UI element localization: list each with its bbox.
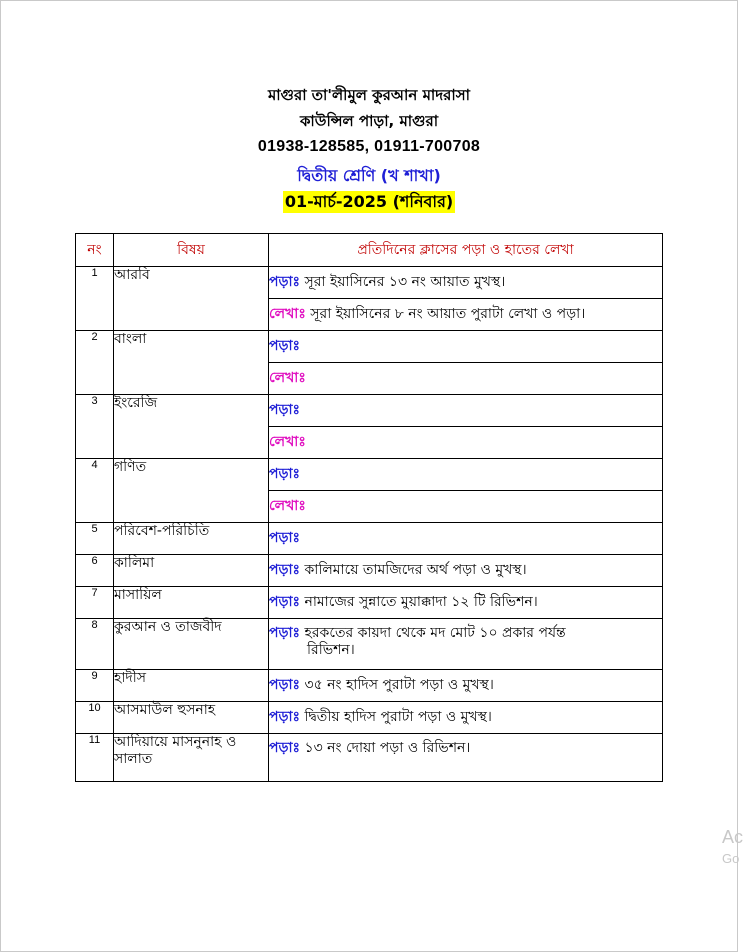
- row-number: 2: [76, 331, 114, 395]
- task-read: [269, 459, 663, 491]
- write-label: লেখাঃ: [269, 498, 306, 514]
- read-label: পড়াঃ: [269, 677, 301, 693]
- read-label: পড়াঃ: [269, 338, 301, 354]
- row-subject: আদিয়ায়ে মাসনুনাহ ও সালাত: [114, 734, 269, 782]
- row-subject: আরবি: [114, 267, 269, 331]
- write-label: লেখাঃ: [269, 434, 306, 450]
- row-subject: পরিবেশ-পরিচিতি: [114, 523, 269, 555]
- task-read: [269, 619, 663, 670]
- header-subject: বিষয়: [114, 234, 269, 267]
- row-subject: গণিত: [114, 459, 269, 523]
- task-read: [269, 267, 663, 299]
- row-number: 8: [76, 619, 114, 670]
- read-text: সূরা ইয়াসিনের ১৩ নং আয়াত মুখস্থ।: [304, 274, 506, 290]
- row-subject: আসমাউল হুসনাহ: [114, 702, 269, 734]
- write-text: সূরা ইয়াসিনের ৮ নং আয়াত পুরাটা লেখা ও পড়া।: [310, 306, 586, 322]
- read-text: দ্বিতীয় হাদিস পুরাটা পড়া ও মুখস্থ।: [304, 709, 492, 725]
- read-label: পড়াঃ: [269, 274, 301, 290]
- task-write: [269, 299, 663, 331]
- row-number: 9: [76, 670, 114, 702]
- task-read: [269, 702, 663, 734]
- task-read: [269, 734, 663, 782]
- write-label: লেখাঃ: [269, 370, 306, 386]
- table-row: [76, 587, 663, 619]
- row-number: 1: [76, 267, 114, 331]
- read-text: ১৩ নং দোয়া পড়া ও রিভিশন।: [304, 740, 471, 756]
- header-task: প্রতিদিনের ক্লাসের পড়া ও হাতের লেখা: [269, 234, 663, 267]
- table-row: [76, 619, 663, 670]
- read-label: পড়াঃ: [269, 740, 301, 756]
- row-number: 7: [76, 587, 114, 619]
- read-text: হরকতের কায়দা থেকে মদ মোট ১০ প্রকার পর্যন্ত: [304, 625, 566, 641]
- watermark-line-1: Ac: [722, 827, 743, 847]
- row-subject: বাংলা: [114, 331, 269, 395]
- read-text-continued: রিভিশন।: [307, 642, 355, 658]
- row-subject: হাদীস: [114, 670, 269, 702]
- activation-watermark: [722, 826, 743, 870]
- write-label: লেখাঃ: [269, 306, 306, 322]
- read-label: পড়াঃ: [269, 402, 301, 418]
- task-read: [269, 587, 663, 619]
- task-write: [269, 363, 663, 395]
- task-read: [269, 555, 663, 587]
- table-row: [76, 331, 663, 363]
- read-label: পড়াঃ: [269, 625, 301, 641]
- read-label: পড়াঃ: [269, 530, 301, 546]
- read-text: কালিমায়ে তামজিদের অর্থ পড়া ও মুখস্থ।: [304, 562, 527, 578]
- table-row: [76, 734, 663, 782]
- read-label: পড়াঃ: [269, 466, 301, 482]
- read-label: পড়াঃ: [269, 562, 301, 578]
- read-text: নামাজের সুন্নাতে মুয়াক্কাদা ১২ টি রিভিশন।: [304, 594, 538, 610]
- read-label: পড়াঃ: [269, 594, 301, 610]
- institution-name: মাগুরা তা'লীমুল কুরআন মাদরাসা: [267, 86, 471, 104]
- contact-phones: 01938-128585, 01911-700708: [257, 138, 481, 155]
- task-read: [269, 670, 663, 702]
- row-number: 3: [76, 395, 114, 459]
- date-highlight: 01-মার্চ-2025 (শনিবার): [284, 192, 454, 211]
- table-row: [76, 267, 663, 299]
- watermark-line-2: Go: [722, 851, 740, 866]
- document-header: [0, 82, 738, 214]
- read-label: পড়াঃ: [269, 709, 301, 725]
- row-subject: কুরআন ও তাজবীদ: [114, 619, 269, 670]
- row-number: 6: [76, 555, 114, 587]
- row-number: 11: [76, 734, 114, 782]
- row-number: 10: [76, 702, 114, 734]
- table-row: [76, 523, 663, 555]
- task-read: [269, 395, 663, 427]
- task-read: [269, 523, 663, 555]
- table-row: [76, 702, 663, 734]
- row-subject: ইংরেজি: [114, 395, 269, 459]
- task-read: [269, 331, 663, 363]
- class-title: দ্বিতীয় শ্রেণি (খ শাখা): [297, 166, 441, 185]
- read-text: ৩৫ নং হাদিস পুরাটা পড়া ও মুখস্থ।: [304, 677, 494, 693]
- row-subject: কালিমা: [114, 555, 269, 587]
- task-write: [269, 427, 663, 459]
- table-row: [76, 670, 663, 702]
- table-row: [76, 395, 663, 427]
- task-write: [269, 491, 663, 523]
- header-no: নং: [76, 234, 114, 267]
- institution-address: কাউন্সিল পাড়া, মাগুরা: [299, 112, 439, 130]
- homework-table: [75, 233, 663, 782]
- table-row: [76, 459, 663, 491]
- row-number: 5: [76, 523, 114, 555]
- table-header-row: [76, 234, 663, 267]
- row-number: 4: [76, 459, 114, 523]
- row-subject: মাসায়িল: [114, 587, 269, 619]
- table-row: [76, 555, 663, 587]
